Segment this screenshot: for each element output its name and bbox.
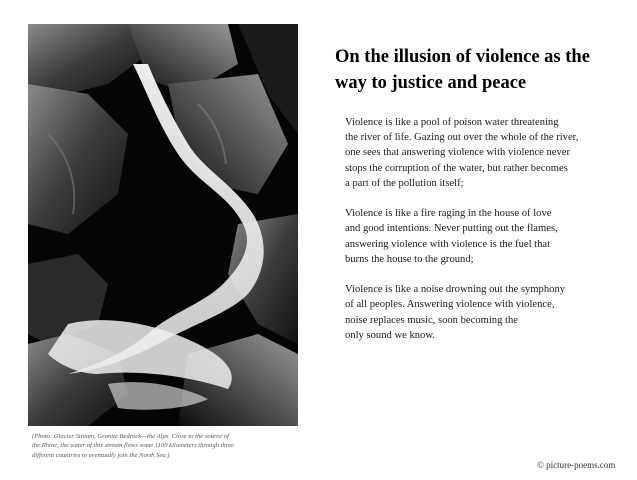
poem-line: only sound we know. [345, 329, 435, 341]
poem-line: stops the corruption of the water, but rather becomes [345, 162, 568, 174]
poem-line: a part of the pollution itself; [345, 177, 464, 189]
poem-body [345, 115, 630, 358]
caption-line: different countries to eventually join the North Sea.) [32, 451, 170, 459]
stanza-2 [345, 206, 630, 267]
photo-caption [32, 432, 294, 460]
poem-title [335, 44, 625, 96]
waterfall-image [28, 24, 298, 426]
poem-line: Violence is like a fire raging in the house of love [345, 208, 552, 220]
poem-line: answering violence with violence is the fuel that [345, 238, 551, 250]
poem-line: noise replaces music, soon becoming the [345, 314, 518, 326]
poem-line: the river of life. Gazing out over the whole of the river, [345, 132, 579, 144]
poem-line: of all peoples. Answering violence with violence, [345, 299, 555, 311]
waterfall-photo [28, 24, 298, 426]
poem-line: Violence is like a pool of poison water threatening [345, 117, 559, 128]
poem-line: one sees that answering violence with violence never [345, 147, 571, 159]
caption-line: (Photo: Glacier Stream, Granite Bedrock—the Alps. Close to the source of [32, 433, 229, 440]
poem-line: Violence is like a noise drowning out the symphony [345, 284, 566, 296]
title-line: way to justice and peace [335, 73, 527, 93]
stanza-3 [345, 282, 630, 343]
poem-line: burns the house to the ground; [345, 253, 474, 265]
poem-line: and good intentions. Never putting out the flames, [345, 223, 558, 235]
title-line: On the illusion of violence as the [335, 47, 590, 67]
stanza-1 [345, 115, 630, 191]
caption-line: the Rhine, the water of this stream flows some 1100 kilometers through three [32, 442, 234, 450]
copyright-credit: © picture-poems.com [537, 460, 616, 470]
